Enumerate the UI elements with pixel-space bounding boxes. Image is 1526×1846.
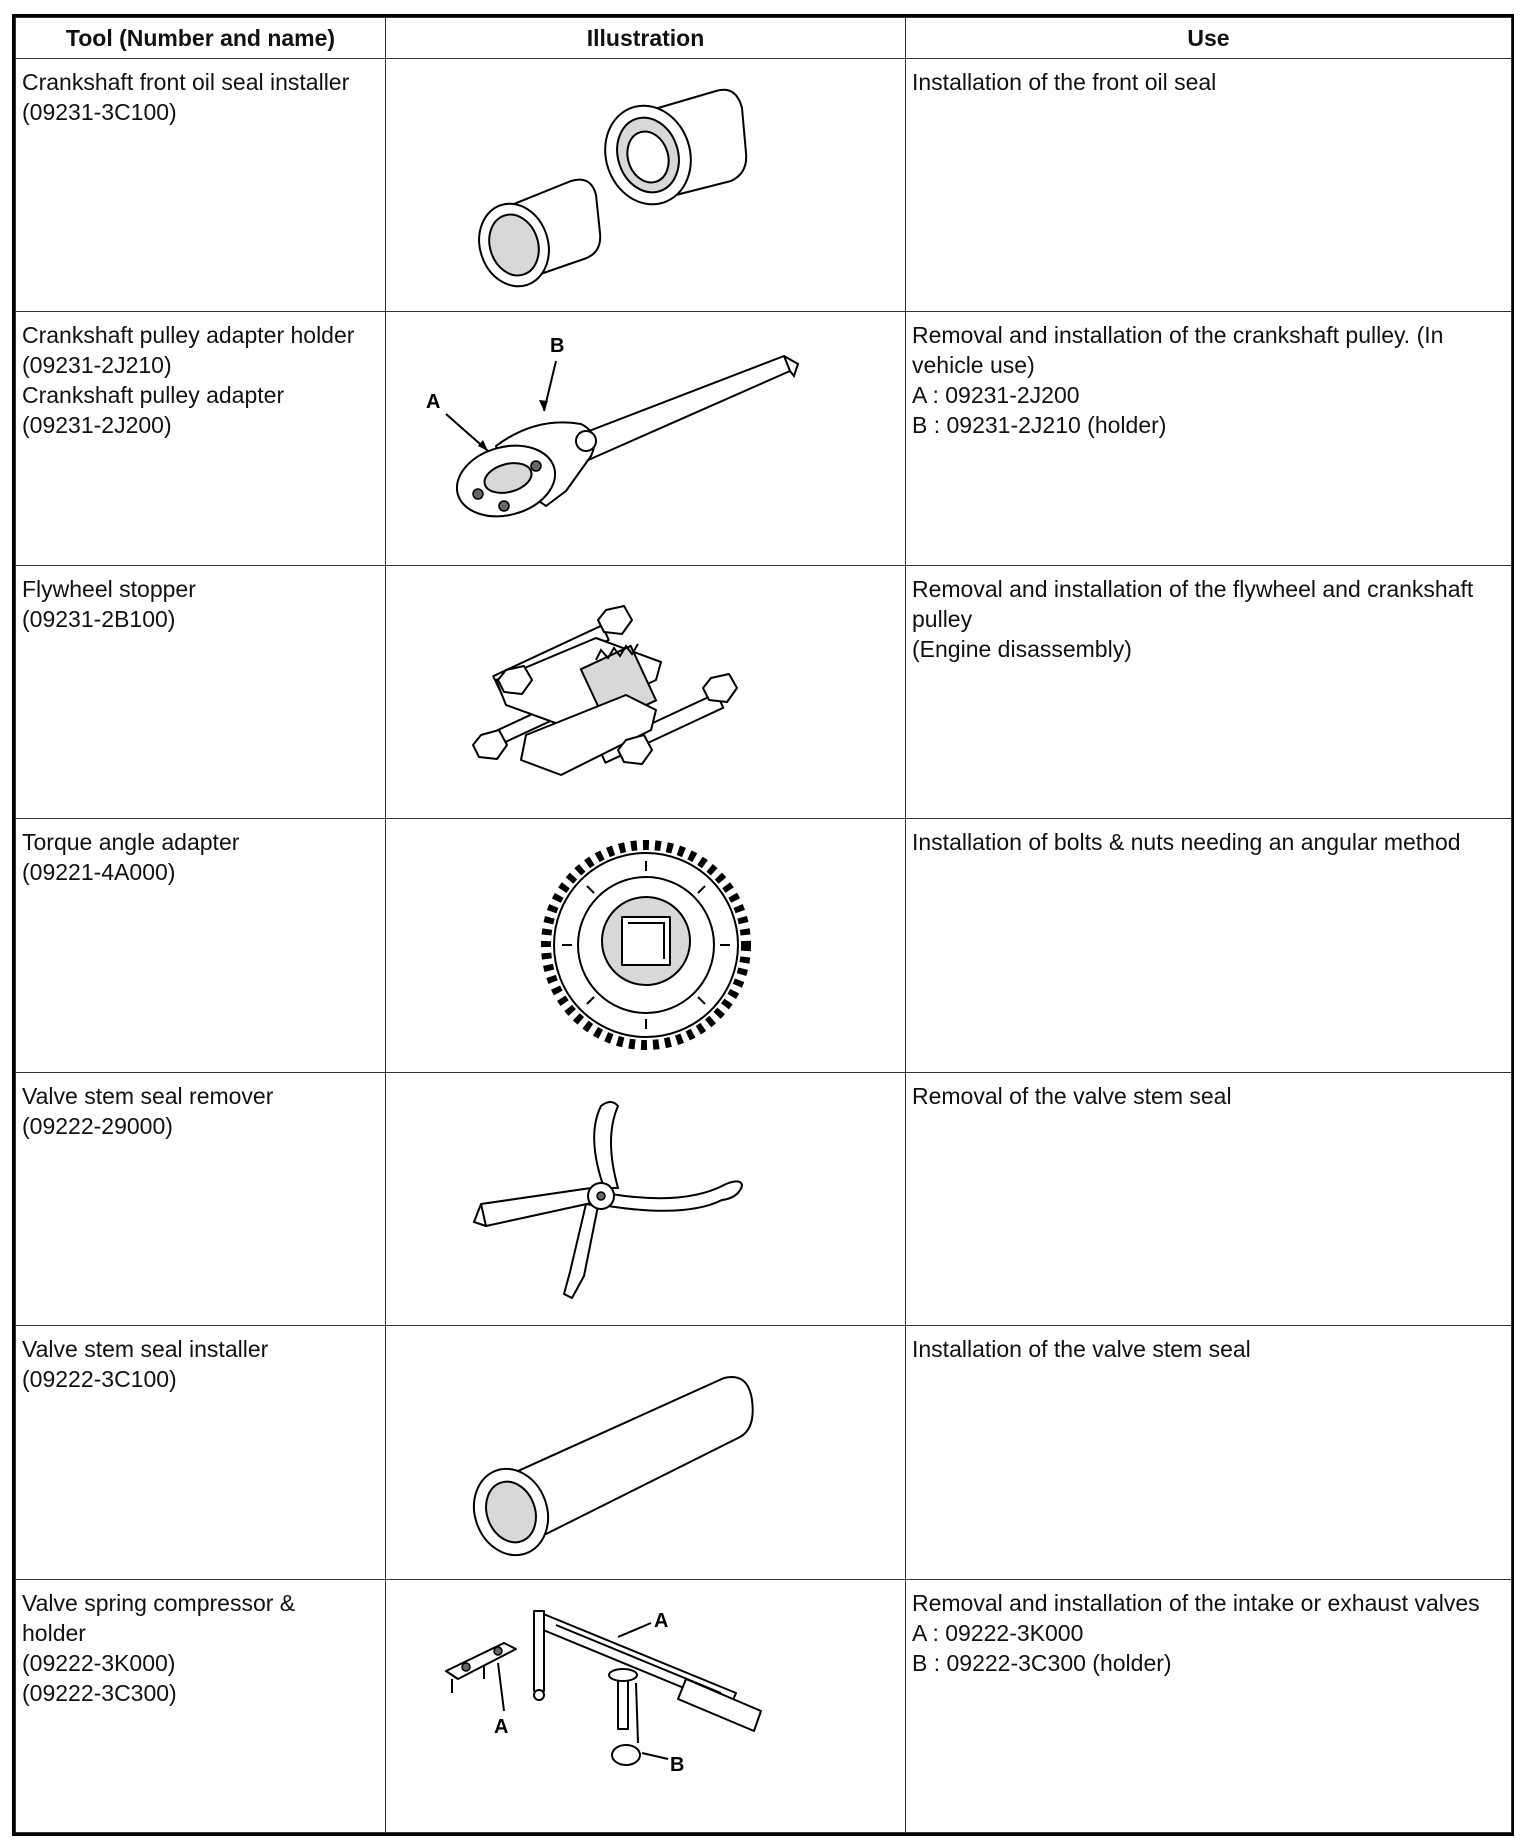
tool-cell xyxy=(16,1326,386,1579)
valve-spring-compressor-illustration xyxy=(386,1583,906,1828)
table-row xyxy=(16,59,1512,312)
use-part-a: A : 09222-3K000 xyxy=(912,1619,1084,1646)
callout-a-label: A xyxy=(654,1610,669,1633)
tool-number: (09222-29000) xyxy=(22,1112,173,1139)
table-row xyxy=(16,565,1512,818)
use-cell xyxy=(906,312,1512,565)
header-use: Use xyxy=(906,18,1512,59)
tool-name: holder xyxy=(22,1619,86,1646)
use-text: Removal and installation of the flywheel and crankshaft pulley xyxy=(912,575,1474,632)
illustration-cell xyxy=(386,565,906,818)
use-part-b: B : 09222-3C300 (holder) xyxy=(912,1649,1172,1676)
special-tools-table-frame xyxy=(12,14,1514,1836)
use-cell xyxy=(906,1326,1512,1579)
valve-stem-seal-remover-illustration xyxy=(386,1076,906,1321)
tool-name: Valve stem seal remover xyxy=(22,1082,274,1109)
tool-number: (09221-4A000) xyxy=(22,859,176,886)
table-row xyxy=(16,819,1512,1072)
table-row xyxy=(16,312,1512,565)
use-text: Removal and installation of the intake or exhaust valves xyxy=(912,1589,1480,1616)
use-part-a: A : 09231-2J200 xyxy=(912,382,1080,409)
tool-cell xyxy=(16,819,386,1072)
pulley-adapter-holder-illustration xyxy=(386,316,906,561)
table-row xyxy=(16,1579,1512,1832)
tool-cell xyxy=(16,1579,386,1832)
illustration-cell xyxy=(386,819,906,1072)
tool-name: Crankshaft pulley adapter xyxy=(22,382,285,409)
use-cell xyxy=(906,565,1512,818)
table-row xyxy=(16,1326,1512,1579)
use-text: Installation of bolts & nuts needing an angular method xyxy=(912,829,1461,856)
use-text: Installation of the front oil seal xyxy=(912,69,1217,95)
tool-name: Torque angle adapter xyxy=(22,829,240,856)
callout-b-label: B xyxy=(550,335,565,358)
tool-name: Crankshaft pulley adapter holder xyxy=(22,322,355,349)
tool-name: Valve stem seal installer xyxy=(22,1336,269,1363)
illustration-cell xyxy=(386,1326,906,1579)
torque-angle-adapter-illustration xyxy=(386,823,906,1068)
illustration-cell xyxy=(386,59,906,312)
callout-a-label: A xyxy=(494,1716,509,1739)
tool-cell xyxy=(16,565,386,818)
tool-cell xyxy=(16,59,386,312)
tool-cell xyxy=(16,312,386,565)
illustration-cell xyxy=(386,312,906,565)
use-text: Removal of the valve stem seal xyxy=(912,1082,1232,1109)
tool-number: (09222-3C100) xyxy=(22,1366,177,1393)
header-illustration: Illustration xyxy=(386,18,906,59)
use-text: Removal and installation of the crankshaft pulley. (In vehicle use) xyxy=(912,322,1444,379)
use-cell xyxy=(906,1579,1512,1832)
use-part-b: B : 09231-2J210 (holder) xyxy=(912,412,1167,439)
tool-name: Crankshaft front oil seal installer xyxy=(22,69,350,95)
tool-name: Valve spring compressor & xyxy=(22,1589,296,1616)
use-cell xyxy=(906,1072,1512,1325)
tool-number: (09231-2J200) xyxy=(22,412,172,439)
callout-b-label: B xyxy=(670,1754,685,1777)
table-row xyxy=(16,1072,1512,1325)
callout-a-label: A xyxy=(426,391,441,414)
tool-number: (09231-2J210) xyxy=(22,352,172,379)
valve-stem-seal-installer-illustration xyxy=(386,1330,906,1575)
tool-number: (09222-3K000) xyxy=(22,1649,176,1676)
use-cell xyxy=(906,59,1512,312)
special-tools-table xyxy=(15,17,1512,1833)
header-tool: Tool (Number and name) xyxy=(16,18,386,59)
tool-number: (09231-2B100) xyxy=(22,605,176,632)
tool-cell xyxy=(16,1072,386,1325)
use-note: (Engine disassembly) xyxy=(912,635,1132,662)
illustration-cell xyxy=(386,1579,906,1832)
oil-seal-installer-illustration xyxy=(386,63,906,308)
use-text: Installation of the valve stem seal xyxy=(912,1336,1251,1363)
illustration-cell xyxy=(386,1072,906,1325)
tool-name: Flywheel stopper xyxy=(22,575,196,602)
use-cell xyxy=(906,819,1512,1072)
tool-number: (09231-3C100) xyxy=(22,99,177,125)
flywheel-stopper-illustration xyxy=(386,570,906,815)
tool-number: (09222-3C300) xyxy=(22,1679,177,1706)
header-row xyxy=(16,18,1512,59)
